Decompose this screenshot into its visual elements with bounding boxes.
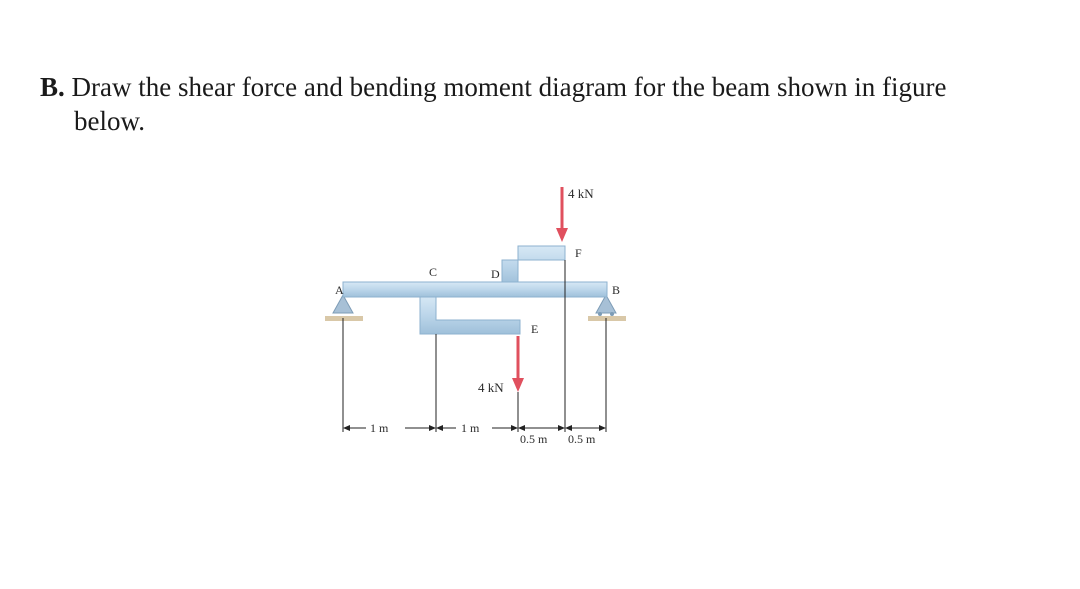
question-line-1: Draw the shear force and bending moment diagram for the beam shown in figure (71, 72, 947, 102)
label-b: B (612, 283, 621, 297)
load-arrow-bottom-head (512, 378, 524, 392)
lower-bracket (420, 296, 520, 334)
label-f: F (575, 246, 582, 260)
load-label-top: 4 kN (568, 186, 594, 201)
dimension-arrowhead (518, 425, 525, 431)
load-arrow-top-head (556, 228, 568, 242)
upper-bracket (502, 246, 565, 284)
dimension-label-ac: 1 m (370, 421, 389, 435)
ground-pad-b (588, 316, 626, 321)
label-d: D (491, 267, 500, 281)
main-beam (343, 282, 607, 297)
pin-support-a (333, 295, 353, 313)
dimension-label-fb: 0.5 m (568, 432, 596, 446)
label-e: E (531, 322, 539, 336)
dimension-label-cd: 1 m (461, 421, 480, 435)
dimension-arrowhead (429, 425, 436, 431)
question-line-2: below. (74, 106, 145, 136)
roller-support-b (596, 295, 616, 313)
roller-wheel (598, 312, 602, 316)
dimension-arrowhead (436, 425, 443, 431)
dimension-arrowhead (511, 425, 518, 431)
dimension-arrowhead (558, 425, 565, 431)
label-a: A (335, 283, 344, 297)
ground-pad-a (325, 316, 363, 321)
dimension-arrowhead (599, 425, 606, 431)
label-c: C (429, 265, 438, 279)
roller-wheel (610, 312, 614, 316)
dimension-arrowhead (565, 425, 572, 431)
dimension-arrowhead (343, 425, 350, 431)
question-label: B. (40, 72, 65, 102)
load-label-bottom: 4 kN (478, 380, 504, 395)
dimension-label-ef: 0.5 m (520, 432, 548, 446)
